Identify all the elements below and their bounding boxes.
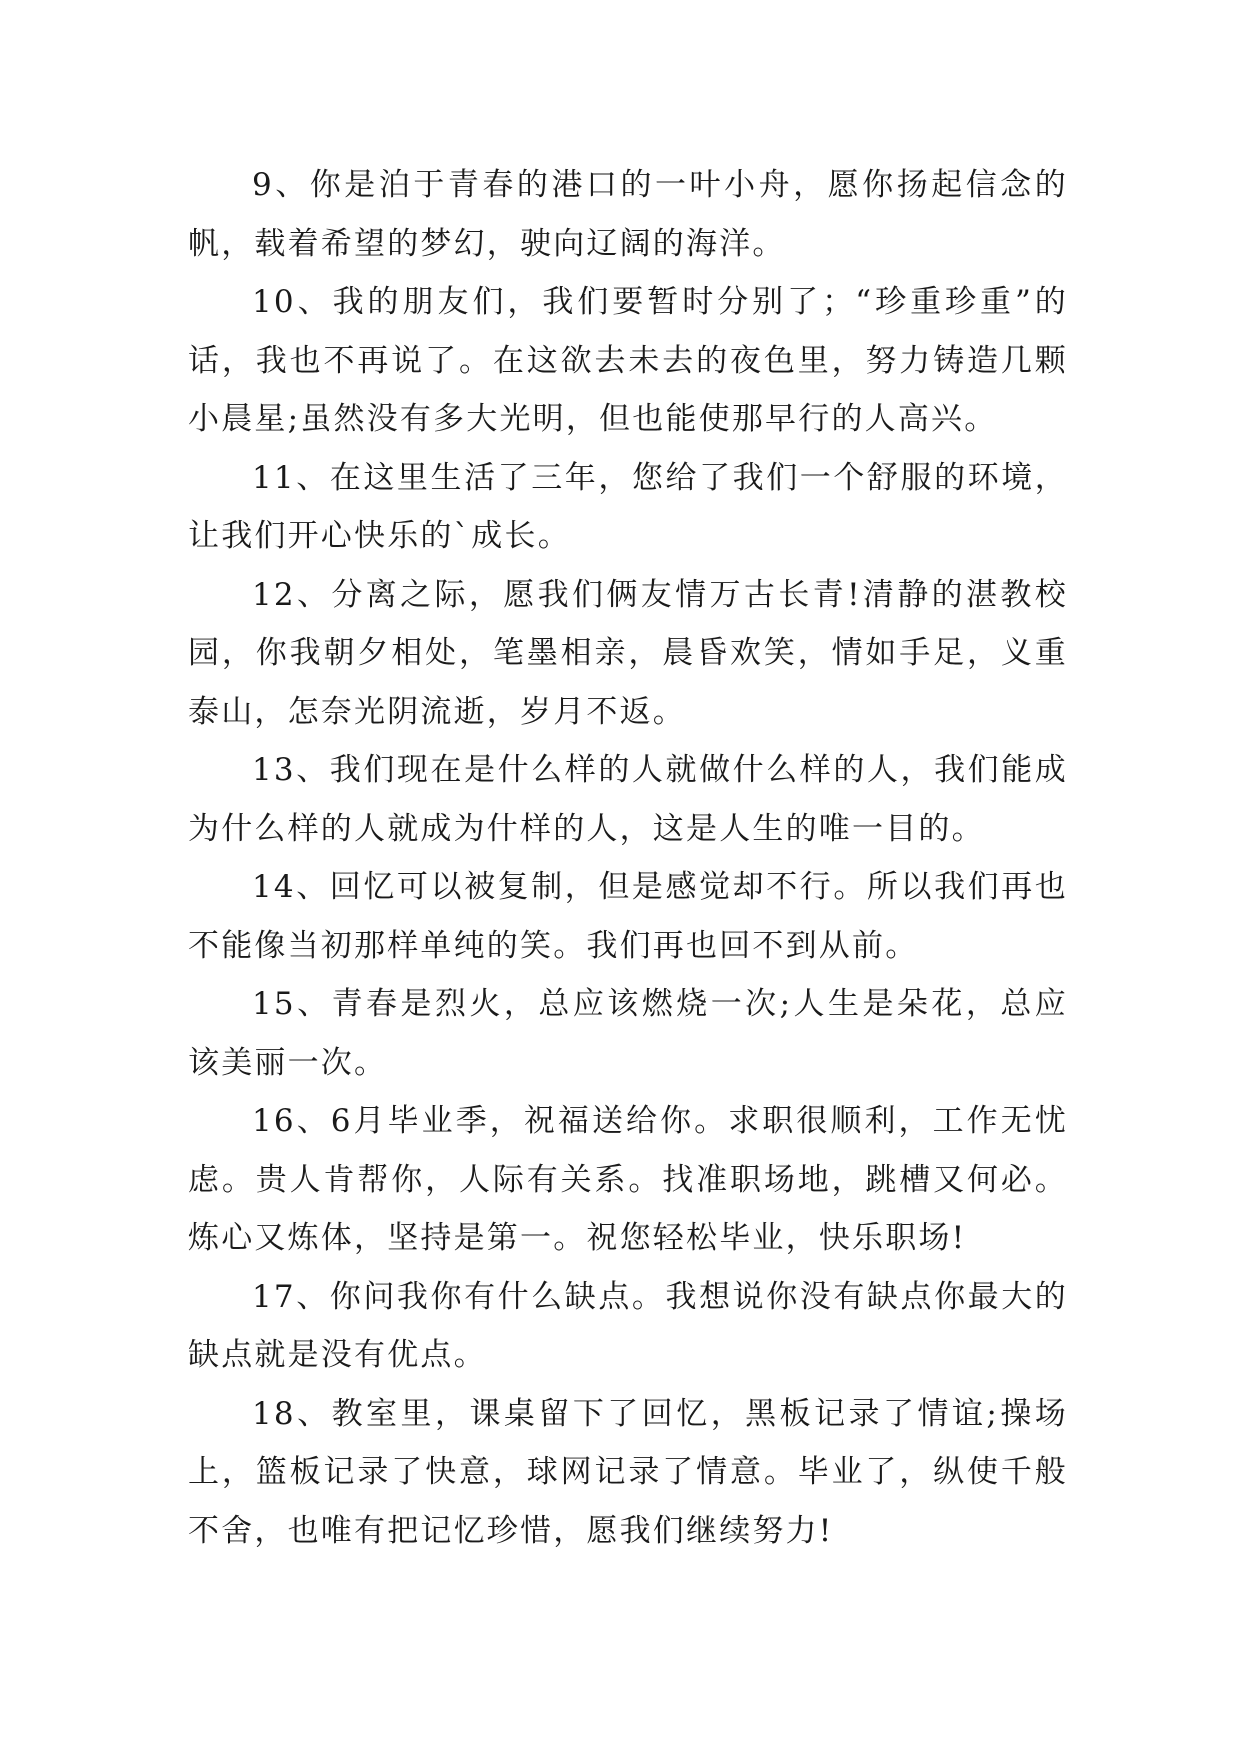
paragraph-14: 14、回忆可以被复制，但是感觉却不行。所以我们再也不能像当初那样单纯的笑。我们再也回不到从前。 <box>188 869 1068 964</box>
paragraph-9: 9、你是泊于青春的港口的一叶小舟，愿你扬起信念的帆，载着希望的梦幻，驶向辽阔的海洋。 <box>188 167 1068 262</box>
document-body <box>188 156 1068 1560</box>
paragraph-16: 16、6月毕业季，祝福送给你。求职很顺利，工作无忧虑。贵人肯帮你，人际有关系。找准职场地，跳槽又何必。炼心又炼体，坚持是第一。祝您轻松毕业，快乐职场! <box>188 1103 1068 1256</box>
paragraph-10: 10、我的朋友们，我们要暂时分别了；“珍重珍重”的话，我也不再说了。在这欲去未去的夜色里，努力铸造几颗小晨星;虽然没有多大光明，但也能使那早行的人高兴。 <box>188 284 1068 437</box>
paragraph-18: 18、教室里，课桌留下了回忆，黑板记录了情谊;操场上，篮板记录了快意，球网记录了情意。毕业了，纵使千般不舍，也唯有把记忆珍惜，愿我们继续努力! <box>188 1395 1068 1549</box>
paragraph-15: 15、青春是烈火，总应该燃烧一次;人生是朵花，总应该美丽一次。 <box>188 986 1068 1081</box>
paragraph-13: 13、我们现在是什么样的人就做什么样的人，我们能成为什么样的人就成为什样的人，这是人生的唯一目的。 <box>188 752 1068 847</box>
paragraph-17: 17、你问我你有什么缺点。我想说你没有缺点你最大的缺点就是没有优点。 <box>188 1278 1068 1373</box>
paragraph-11: 11、在这里生活了三年，您给了我们一个舒服的环境，让我们开心快乐的`成长。 <box>188 459 1068 554</box>
paragraph-12: 12、分离之际，愿我们俩友情万古长青!清静的湛教校园，你我朝夕相处，笔墨相亲，晨昏欢笑，情如手足，义重泰山，怎奈光阴流逝，岁月不返。 <box>188 576 1068 730</box>
